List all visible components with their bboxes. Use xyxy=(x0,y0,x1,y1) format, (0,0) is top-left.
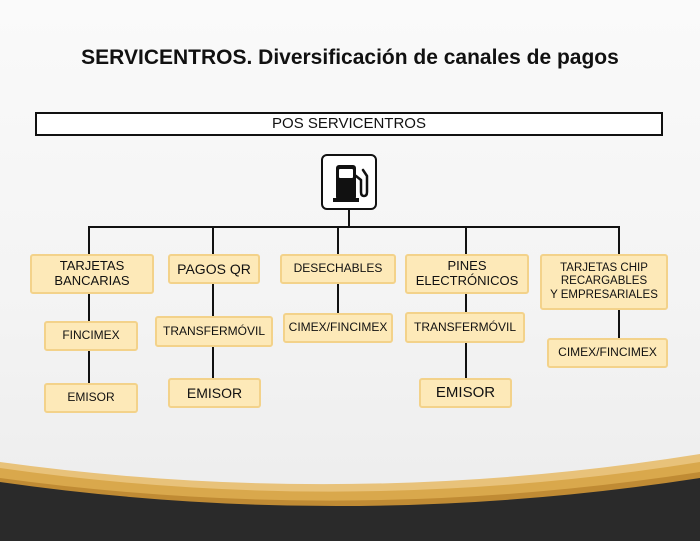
child-emisor xyxy=(44,383,138,413)
child-emisor xyxy=(168,378,261,408)
branch-label: PAGOS QR xyxy=(177,260,251,277)
child-cimex-fincimex xyxy=(283,313,393,343)
connector-horizontal xyxy=(88,226,619,228)
child-cimex-fincimex xyxy=(547,338,668,368)
connector-branch-4 xyxy=(465,226,467,254)
connector-branch-3 xyxy=(337,226,339,254)
fuel-pump-icon xyxy=(321,154,377,210)
root-bar: POS SERVICENTROS xyxy=(35,112,663,136)
child-label: CIMEX/FINCIMEX xyxy=(558,345,657,360)
connector-icon-down xyxy=(348,210,350,227)
page-title: SERVICENTROS. Diversificación de canales de pagos xyxy=(81,46,619,69)
connector-b1-c2 xyxy=(88,350,90,383)
footer-wave-decoration xyxy=(0,440,700,541)
child-fincimex xyxy=(44,321,138,351)
branch-pagos-qr xyxy=(168,254,260,284)
connector-b3-c1 xyxy=(337,284,339,313)
child-emisor xyxy=(419,378,512,408)
branch-desechables xyxy=(280,254,396,284)
connector-branch-5 xyxy=(618,226,620,254)
branch-label: PINES ELECTRÓNICOS xyxy=(415,258,519,288)
child-label: CIMEX/FINCIMEX xyxy=(288,320,388,335)
child-label: TRANSFERMÓVIL xyxy=(162,323,265,338)
connector-branch-1 xyxy=(88,226,90,254)
connector-b2-c1 xyxy=(212,284,214,316)
branch-label: DESECHABLES xyxy=(293,261,383,276)
child-transfermovil xyxy=(155,316,273,347)
child-label: FINCIMEX xyxy=(62,328,120,343)
fuel-pump-icon-graphic xyxy=(323,156,375,208)
child-label: EMISOR xyxy=(67,390,115,405)
connector-b2-c2 xyxy=(212,347,214,378)
branch-pines-electronicos xyxy=(405,254,529,294)
child-label: TRANSFERMÓVIL xyxy=(413,319,516,334)
connector-b5-c1 xyxy=(618,310,620,338)
connector-branch-2 xyxy=(212,226,214,254)
connector-b4-c2 xyxy=(465,343,467,378)
child-label: EMISOR xyxy=(435,384,496,402)
connector-b1-c1 xyxy=(88,293,90,321)
branch-label: TARJETAS BANCARIAS xyxy=(54,258,130,288)
child-transfermovil xyxy=(405,312,525,343)
branch-tarjetas-chip xyxy=(540,254,668,310)
connector-b4-c1 xyxy=(465,293,467,312)
branch-label: TARJETAS CHIP RECARGABLES Y EMPRESARIALES xyxy=(550,262,658,301)
child-label: EMISOR xyxy=(186,384,243,401)
branch-tarjetas-bancarias xyxy=(30,254,154,294)
